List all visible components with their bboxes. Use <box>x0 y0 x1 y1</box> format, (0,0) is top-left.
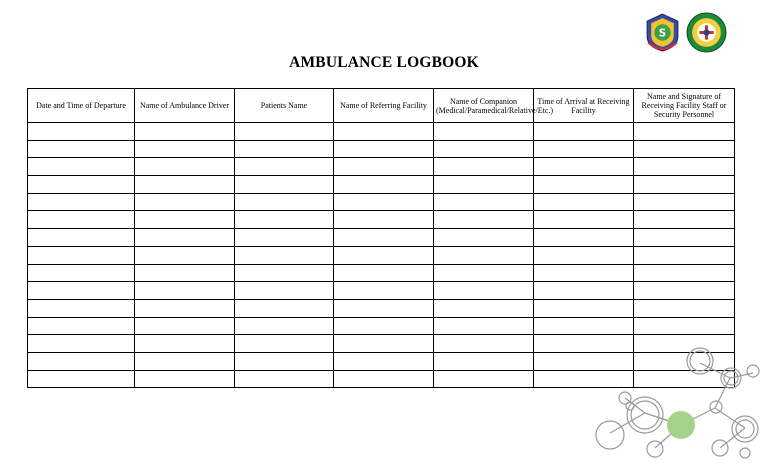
decorative-molecule-graphic <box>585 343 768 466</box>
table-cell[interactable] <box>135 282 235 300</box>
table-cell[interactable] <box>235 335 334 353</box>
table-cell[interactable] <box>634 193 735 211</box>
table-row <box>28 176 735 194</box>
table-cell[interactable] <box>235 246 334 264</box>
table-cell[interactable] <box>334 264 434 282</box>
table-cell[interactable] <box>634 158 735 176</box>
table-row <box>28 264 735 282</box>
table-cell[interactable] <box>135 176 235 194</box>
table-cell[interactable] <box>28 176 135 194</box>
table-cell[interactable] <box>28 229 135 247</box>
table-header-row <box>28 89 735 123</box>
table-cell[interactable] <box>28 370 135 388</box>
table-cell[interactable] <box>135 317 235 335</box>
table-cell[interactable] <box>135 264 235 282</box>
table-cell[interactable] <box>534 193 634 211</box>
table-cell[interactable] <box>434 176 534 194</box>
table-cell[interactable] <box>334 352 434 370</box>
table-cell[interactable] <box>634 299 735 317</box>
table-cell[interactable] <box>135 352 235 370</box>
table-cell[interactable] <box>534 158 634 176</box>
svg-text:S: S <box>658 27 667 40</box>
table-cell[interactable] <box>534 211 634 229</box>
column-header: Date and Time of Departure <box>28 89 135 123</box>
table-cell[interactable] <box>334 370 434 388</box>
table-cell[interactable] <box>534 246 634 264</box>
table-cell[interactable] <box>534 282 634 300</box>
table-cell[interactable] <box>634 176 735 194</box>
table-cell[interactable] <box>334 229 434 247</box>
table-cell[interactable] <box>28 352 135 370</box>
table-cell[interactable] <box>534 176 634 194</box>
table-cell[interactable] <box>28 193 135 211</box>
table-cell[interactable] <box>534 299 634 317</box>
table-cell[interactable] <box>235 229 334 247</box>
table-cell[interactable] <box>28 317 135 335</box>
table-cell[interactable] <box>434 158 534 176</box>
table-cell[interactable] <box>634 282 735 300</box>
table-cell[interactable] <box>534 229 634 247</box>
header-logos <box>642 12 727 53</box>
page-title: AMBULANCE LOGBOOK <box>289 54 479 71</box>
column-header: Name of Referring Facility <box>334 89 434 123</box>
table-cell[interactable] <box>28 140 135 158</box>
table-cell[interactable] <box>235 193 334 211</box>
table-cell[interactable] <box>434 211 534 229</box>
table-cell[interactable] <box>135 229 235 247</box>
table-cell[interactable] <box>534 140 634 158</box>
table-cell[interactable] <box>434 299 534 317</box>
table-cell[interactable] <box>634 264 735 282</box>
table-cell[interactable] <box>634 211 735 229</box>
table-cell[interactable] <box>235 282 334 300</box>
table-cell[interactable] <box>634 246 735 264</box>
table-cell[interactable] <box>28 335 135 353</box>
table-cell[interactable] <box>334 282 434 300</box>
table-row <box>28 140 735 158</box>
table-cell[interactable] <box>235 264 334 282</box>
table-cell[interactable] <box>135 335 235 353</box>
table-cell[interactable] <box>235 317 334 335</box>
table-cell[interactable] <box>135 158 235 176</box>
table-cell[interactable] <box>28 211 135 229</box>
table-cell[interactable] <box>28 282 135 300</box>
table-cell[interactable] <box>434 335 534 353</box>
table-cell[interactable] <box>334 335 434 353</box>
table-cell[interactable] <box>235 352 334 370</box>
table-cell[interactable] <box>28 158 135 176</box>
table-cell[interactable] <box>634 229 735 247</box>
table-cell[interactable] <box>434 140 534 158</box>
table-cell[interactable] <box>235 211 334 229</box>
table-cell[interactable] <box>434 264 534 282</box>
table-cell[interactable] <box>634 317 735 335</box>
table-cell[interactable] <box>334 123 434 141</box>
table-row <box>28 211 735 229</box>
table-cell[interactable] <box>434 193 534 211</box>
table-cell[interactable] <box>235 299 334 317</box>
table-row <box>28 123 735 141</box>
table-cell[interactable] <box>235 158 334 176</box>
table-cell[interactable] <box>28 246 135 264</box>
table-row <box>28 158 735 176</box>
table-cell[interactable] <box>434 352 534 370</box>
table-cell[interactable] <box>235 370 334 388</box>
table-cell[interactable] <box>434 282 534 300</box>
table-cell[interactable] <box>434 317 534 335</box>
table-cell[interactable] <box>334 176 434 194</box>
table-cell[interactable] <box>334 211 434 229</box>
table-cell[interactable] <box>434 229 534 247</box>
table-cell[interactable] <box>534 317 634 335</box>
table-cell[interactable] <box>534 264 634 282</box>
table-cell[interactable] <box>334 299 434 317</box>
department-seal-icon <box>686 12 727 53</box>
table-cell[interactable] <box>334 158 434 176</box>
table-cell[interactable] <box>28 123 135 141</box>
table-row <box>28 193 735 211</box>
table-cell[interactable] <box>135 211 235 229</box>
table-row <box>28 229 735 247</box>
column-header: Patients Name <box>235 89 334 123</box>
column-header: Name of Ambulance Driver <box>135 89 235 123</box>
table-row <box>28 246 735 264</box>
table-cell[interactable] <box>135 140 235 158</box>
column-header: Name and Signature of Receiving Facility Staff or Security Personnel <box>634 89 735 123</box>
table-cell[interactable] <box>534 123 634 141</box>
table-cell[interactable] <box>334 193 434 211</box>
table-cell[interactable] <box>135 193 235 211</box>
table-cell[interactable] <box>634 123 735 141</box>
table-cell[interactable] <box>28 299 135 317</box>
table-cell[interactable] <box>135 246 235 264</box>
table-cell[interactable] <box>434 246 534 264</box>
table-cell[interactable] <box>235 176 334 194</box>
school-seal-icon <box>642 12 683 53</box>
table-cell[interactable] <box>235 140 334 158</box>
table-cell[interactable] <box>235 123 334 141</box>
column-header: Time of Arrival at Receiving Facility <box>534 89 634 123</box>
table-row <box>28 282 735 300</box>
table-row <box>28 317 735 335</box>
table-cell[interactable] <box>334 246 434 264</box>
table-cell[interactable] <box>434 370 534 388</box>
table-cell[interactable] <box>334 317 434 335</box>
table-cell[interactable] <box>634 140 735 158</box>
table-cell[interactable] <box>334 140 434 158</box>
table-cell[interactable] <box>135 370 235 388</box>
table-row <box>28 299 735 317</box>
table-cell[interactable] <box>135 123 235 141</box>
table-cell[interactable] <box>434 123 534 141</box>
table-cell[interactable] <box>135 299 235 317</box>
column-header: Name of Companion (Medical/Paramedical/Relative/Etc.) <box>434 89 534 123</box>
table-cell[interactable] <box>28 264 135 282</box>
